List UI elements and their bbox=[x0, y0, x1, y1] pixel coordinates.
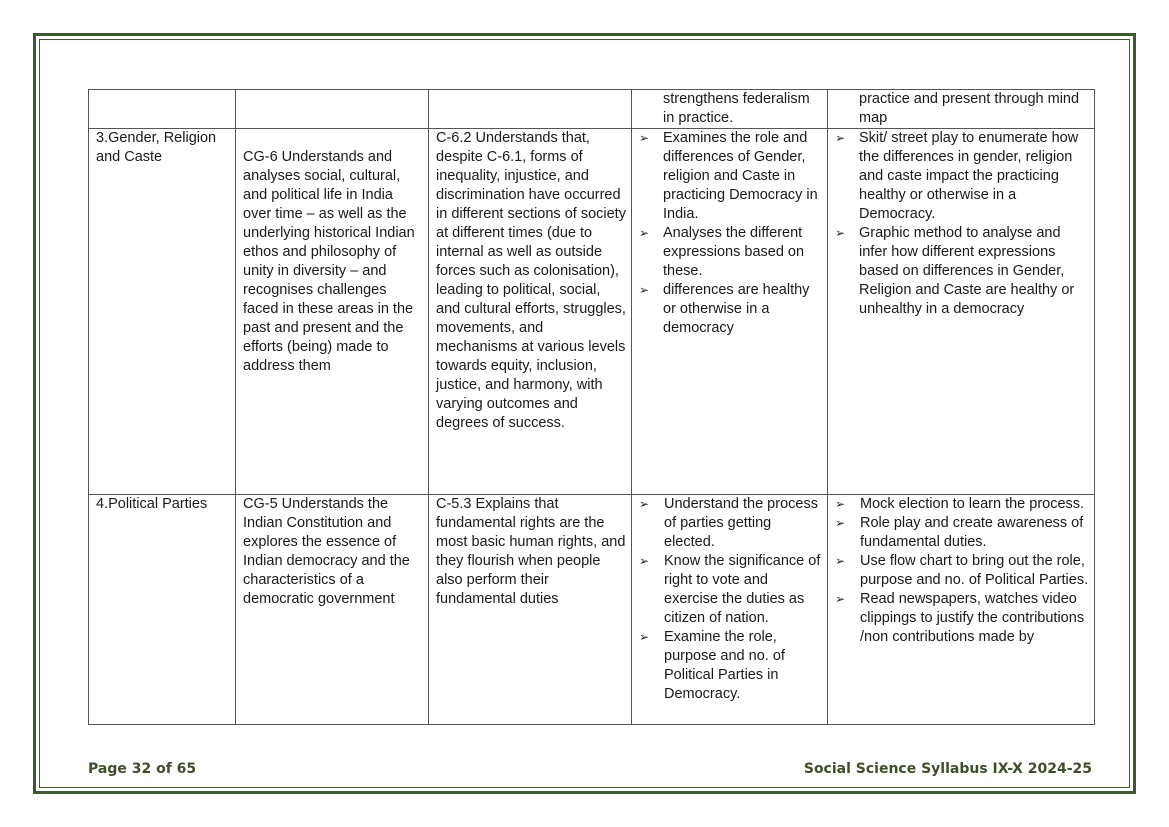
list-item: ➢ Skit/ street play to enumerate how the differences in gender, religion and caste impact the practicing healthy or otherwise in a Democracy. bbox=[835, 130, 1079, 222]
list-item: ➢ Examine the role, purpose and no. of Political Parties in Democracy. bbox=[639, 629, 785, 702]
learning-outcomes-cell bbox=[632, 129, 828, 495]
arrow-bullet-icon: ➢ bbox=[835, 516, 846, 530]
page-number: Page 32 of 65 bbox=[88, 761, 197, 777]
learning-outcomes-cell bbox=[632, 90, 828, 129]
competency-cell bbox=[429, 90, 632, 129]
list-item: ➢ Read newspapers, watches video clippings to justify the contributions /non contributions made by bbox=[835, 591, 1085, 645]
activities-cell bbox=[828, 129, 1095, 495]
activities-cell bbox=[828, 90, 1095, 129]
list-item: ➢ Understand the process of parties getting elected. bbox=[639, 496, 818, 550]
syllabus-table bbox=[88, 89, 1095, 725]
arrow-bullet-icon: ➢ bbox=[639, 554, 650, 568]
topic-cell: 4.Political Parties bbox=[89, 495, 236, 725]
list-item: ➢ Graphic method to analyse and infer how different expressions based on differences in Gender, Religion and Caste are healthy or unhealthy in a democracy bbox=[835, 225, 1075, 317]
arrow-bullet-icon: ➢ bbox=[639, 497, 650, 511]
list-item: ➢ Use flow chart to bring out the role, purpose and no. of Political Parties. bbox=[835, 553, 1089, 588]
curricular-goal-cell bbox=[236, 90, 429, 129]
arrow-bullet-icon: ➢ bbox=[639, 630, 650, 644]
topic-cell bbox=[89, 90, 236, 129]
list-item: ➢ differences are healthy or otherwise in a democracy bbox=[639, 282, 810, 336]
arrow-bullet-icon: ➢ bbox=[835, 226, 846, 240]
curricular-goal-cell: CG-5 Understands the Indian Constitution and explores the essence of Indian democracy and the characteristics of a democratic government bbox=[236, 495, 429, 725]
list-item: ➢ Role play and create awareness of fundamental duties. bbox=[835, 515, 1084, 550]
arrow-bullet-icon: ➢ bbox=[835, 554, 846, 568]
arrow-bullet-icon: ➢ bbox=[639, 131, 650, 145]
document-title: Social Science Syllabus IX-X 2024-25 bbox=[803, 761, 1092, 777]
activities-cell bbox=[828, 495, 1095, 725]
activity-continued-text: practice and present through mind map bbox=[859, 91, 1080, 126]
arrow-bullet-icon: ➢ bbox=[835, 592, 846, 606]
learning-outcomes-cell bbox=[632, 495, 828, 725]
arrow-bullet-icon: ➢ bbox=[639, 283, 650, 297]
list-item: ➢ Analyses the different expressions based on these. bbox=[639, 225, 805, 279]
competency-cell: C-6.2 Understands that, despite C-6.1, forms of inequality, injustice, and discrimination have occurred in different sections of society at different times (due to internal as well as outside forces such as colonisation), leading to political, social, and cultural efforts, struggles, movements, and mechanisms at various levels towards equity, inclusion, justice, and harmony, with varying outcomes and degrees of success. bbox=[429, 129, 632, 495]
arrow-bullet-icon: ➢ bbox=[639, 226, 650, 240]
arrow-bullet-icon: ➢ bbox=[835, 497, 846, 511]
topic-cell: 3.Gender, Religion and Caste bbox=[89, 129, 236, 495]
arrow-bullet-icon: ➢ bbox=[835, 131, 846, 145]
competency-cell: C-5.3 Explains that fundamental rights are the most basic human rights, and they flourish when people also perform their fundamental duties bbox=[429, 495, 632, 725]
outcome-continued-text: strengthens federalism in practice. bbox=[663, 91, 810, 126]
list-item: ➢ Mock election to learn the process. bbox=[835, 496, 1085, 512]
list-item: ➢ Know the significance of right to vote and exercise the duties as citizen of nation. bbox=[639, 553, 821, 626]
table-row bbox=[89, 495, 1095, 725]
curricular-goal-cell: CG-6 Understands and analyses social, cultural, and political life in India over time – as well as the underlying historical Indian ethos and philosophy of unity in diversity – and recognises challenges faced in these areas in the past and present and the efforts (being) made to address them bbox=[236, 129, 429, 495]
table-row bbox=[89, 90, 1095, 129]
list-item: ➢ Examines the role and differences of Gender, religion and Caste in practicing Democracy in India. bbox=[639, 130, 818, 222]
table-row bbox=[89, 129, 1095, 495]
